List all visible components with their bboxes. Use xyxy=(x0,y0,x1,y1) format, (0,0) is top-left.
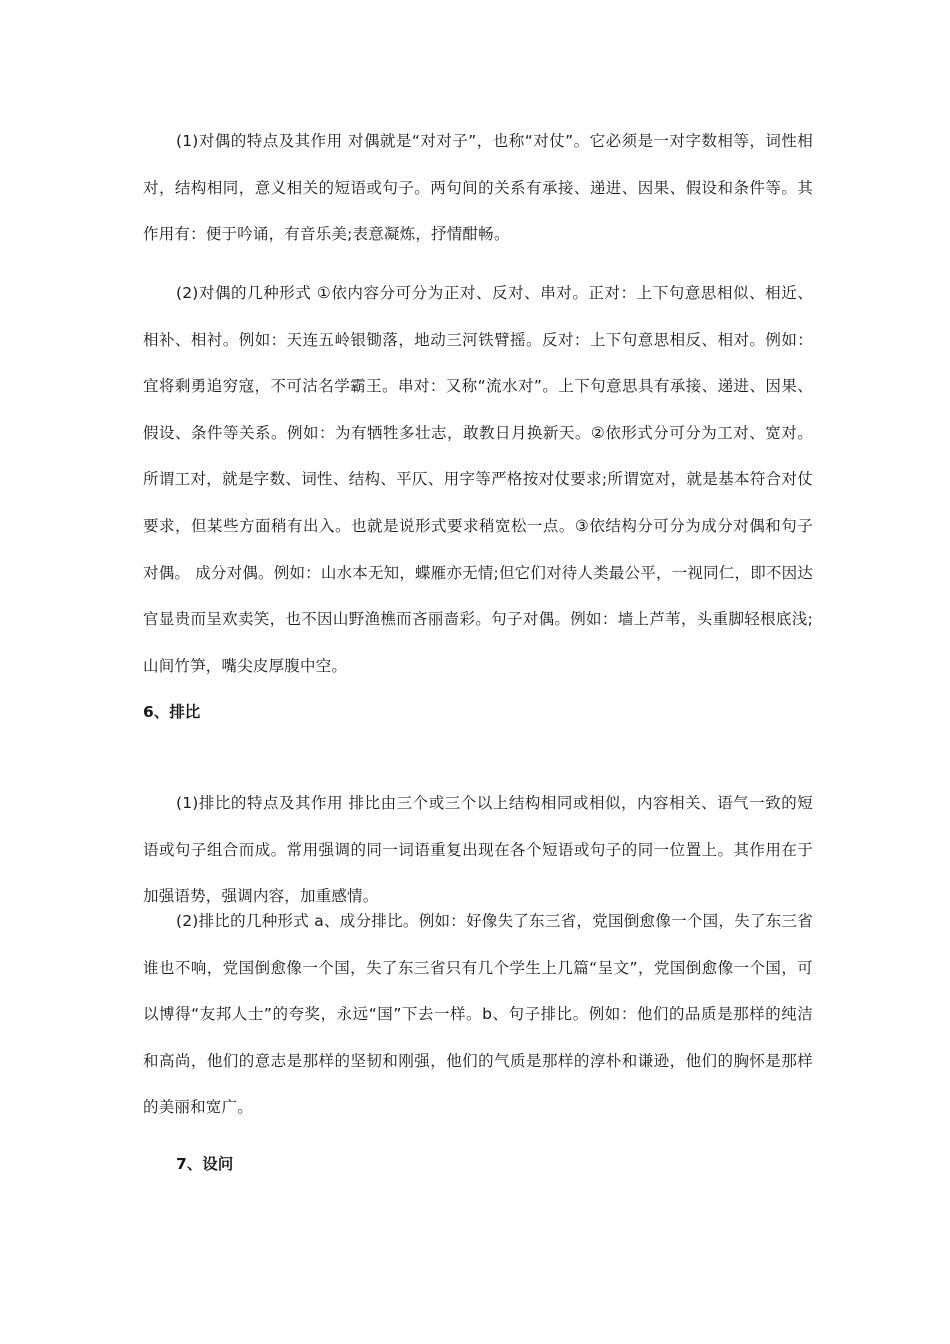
paragraph-paibi-forms: (2)排比的几种形式 a、成分排比。例如：好像失了东三省，党国倒愈像一个国，失了东三省谁也不响，党国倒愈像一个国，失了东三省只有几个学生上几篇“呈文”，党国倒愈像一个国，可以博得“友邦人士”的夸奖，永远“国”下去一样。b、句子排比。例如：他们的品质是那样的纯洁和高尚，他们的意志是那样的坚韧和刚强，他们的气质是那样的淳朴和谦逊，他们的胸怀是那样的美丽和宽广。 xyxy=(143,912,813,1117)
paragraph-paibi-features: (1)排比的特点及其作用 排比由三个或三个以上结构相同或相似，内容相关、语气一致的短语或句子组合而成。常用强调的同一词语重复出现在各个短语或句子的同一位置上。其作用在于加强语势，强调内容，加重感情。 xyxy=(143,794,813,906)
paragraph-duiou-features: (1)对偶的特点及其作用 对偶就是“对对子”，也称“对仗”。它必须是一对字数相等，词性相对，结构相同，意义相关的短语或句子。两句间的关系有承接、递进、因果、假设和条件等。其作用有：便于吟诵，有音乐美;表意凝炼，抒情酣畅。 xyxy=(143,132,813,244)
section-heading-paibi: 6、排比 xyxy=(143,703,201,721)
paragraph-duiou-forms: (2)对偶的几种形式 ①依内容分可分为正对、反对、串对。正对：上下句意思相似、相近、相补、相衬。例如：天连五岭银锄落，地动三河铁臂摇。反对：上下句意思相反、相对。例如：宜将剩勇追穷寇，不可沽名学霸王。串对：又称“流水对”。上下句意思具有承接、递进、因果、假设、条件等关系。例如：为有牺牲多壮志，敢教日月换新天。②依形式分可分为工对、宽对。所谓工对，就是字数、词性、结构、平仄、用字等严格按对仗要求;所谓宽对，就是基本符合对仗要求，但某些方面稍有出入。也就是说形式要求稍宽松一点。③依结构分可分为成分对偶和句子对偶。 成分对偶。例如：山水本无知，蝶雁亦无情;但它们对待人类最公平，一视同仁，即不因达官显贵而呈欢卖笑，也不因山野渔樵而吝丽啬彩。句子对偶。例如：墙上芦苇，头重脚轻根底浅;山间竹笋，嘴尖皮厚腹中空。 xyxy=(143,284,813,675)
section-heading-shewen: 7、设问 xyxy=(176,1155,234,1173)
